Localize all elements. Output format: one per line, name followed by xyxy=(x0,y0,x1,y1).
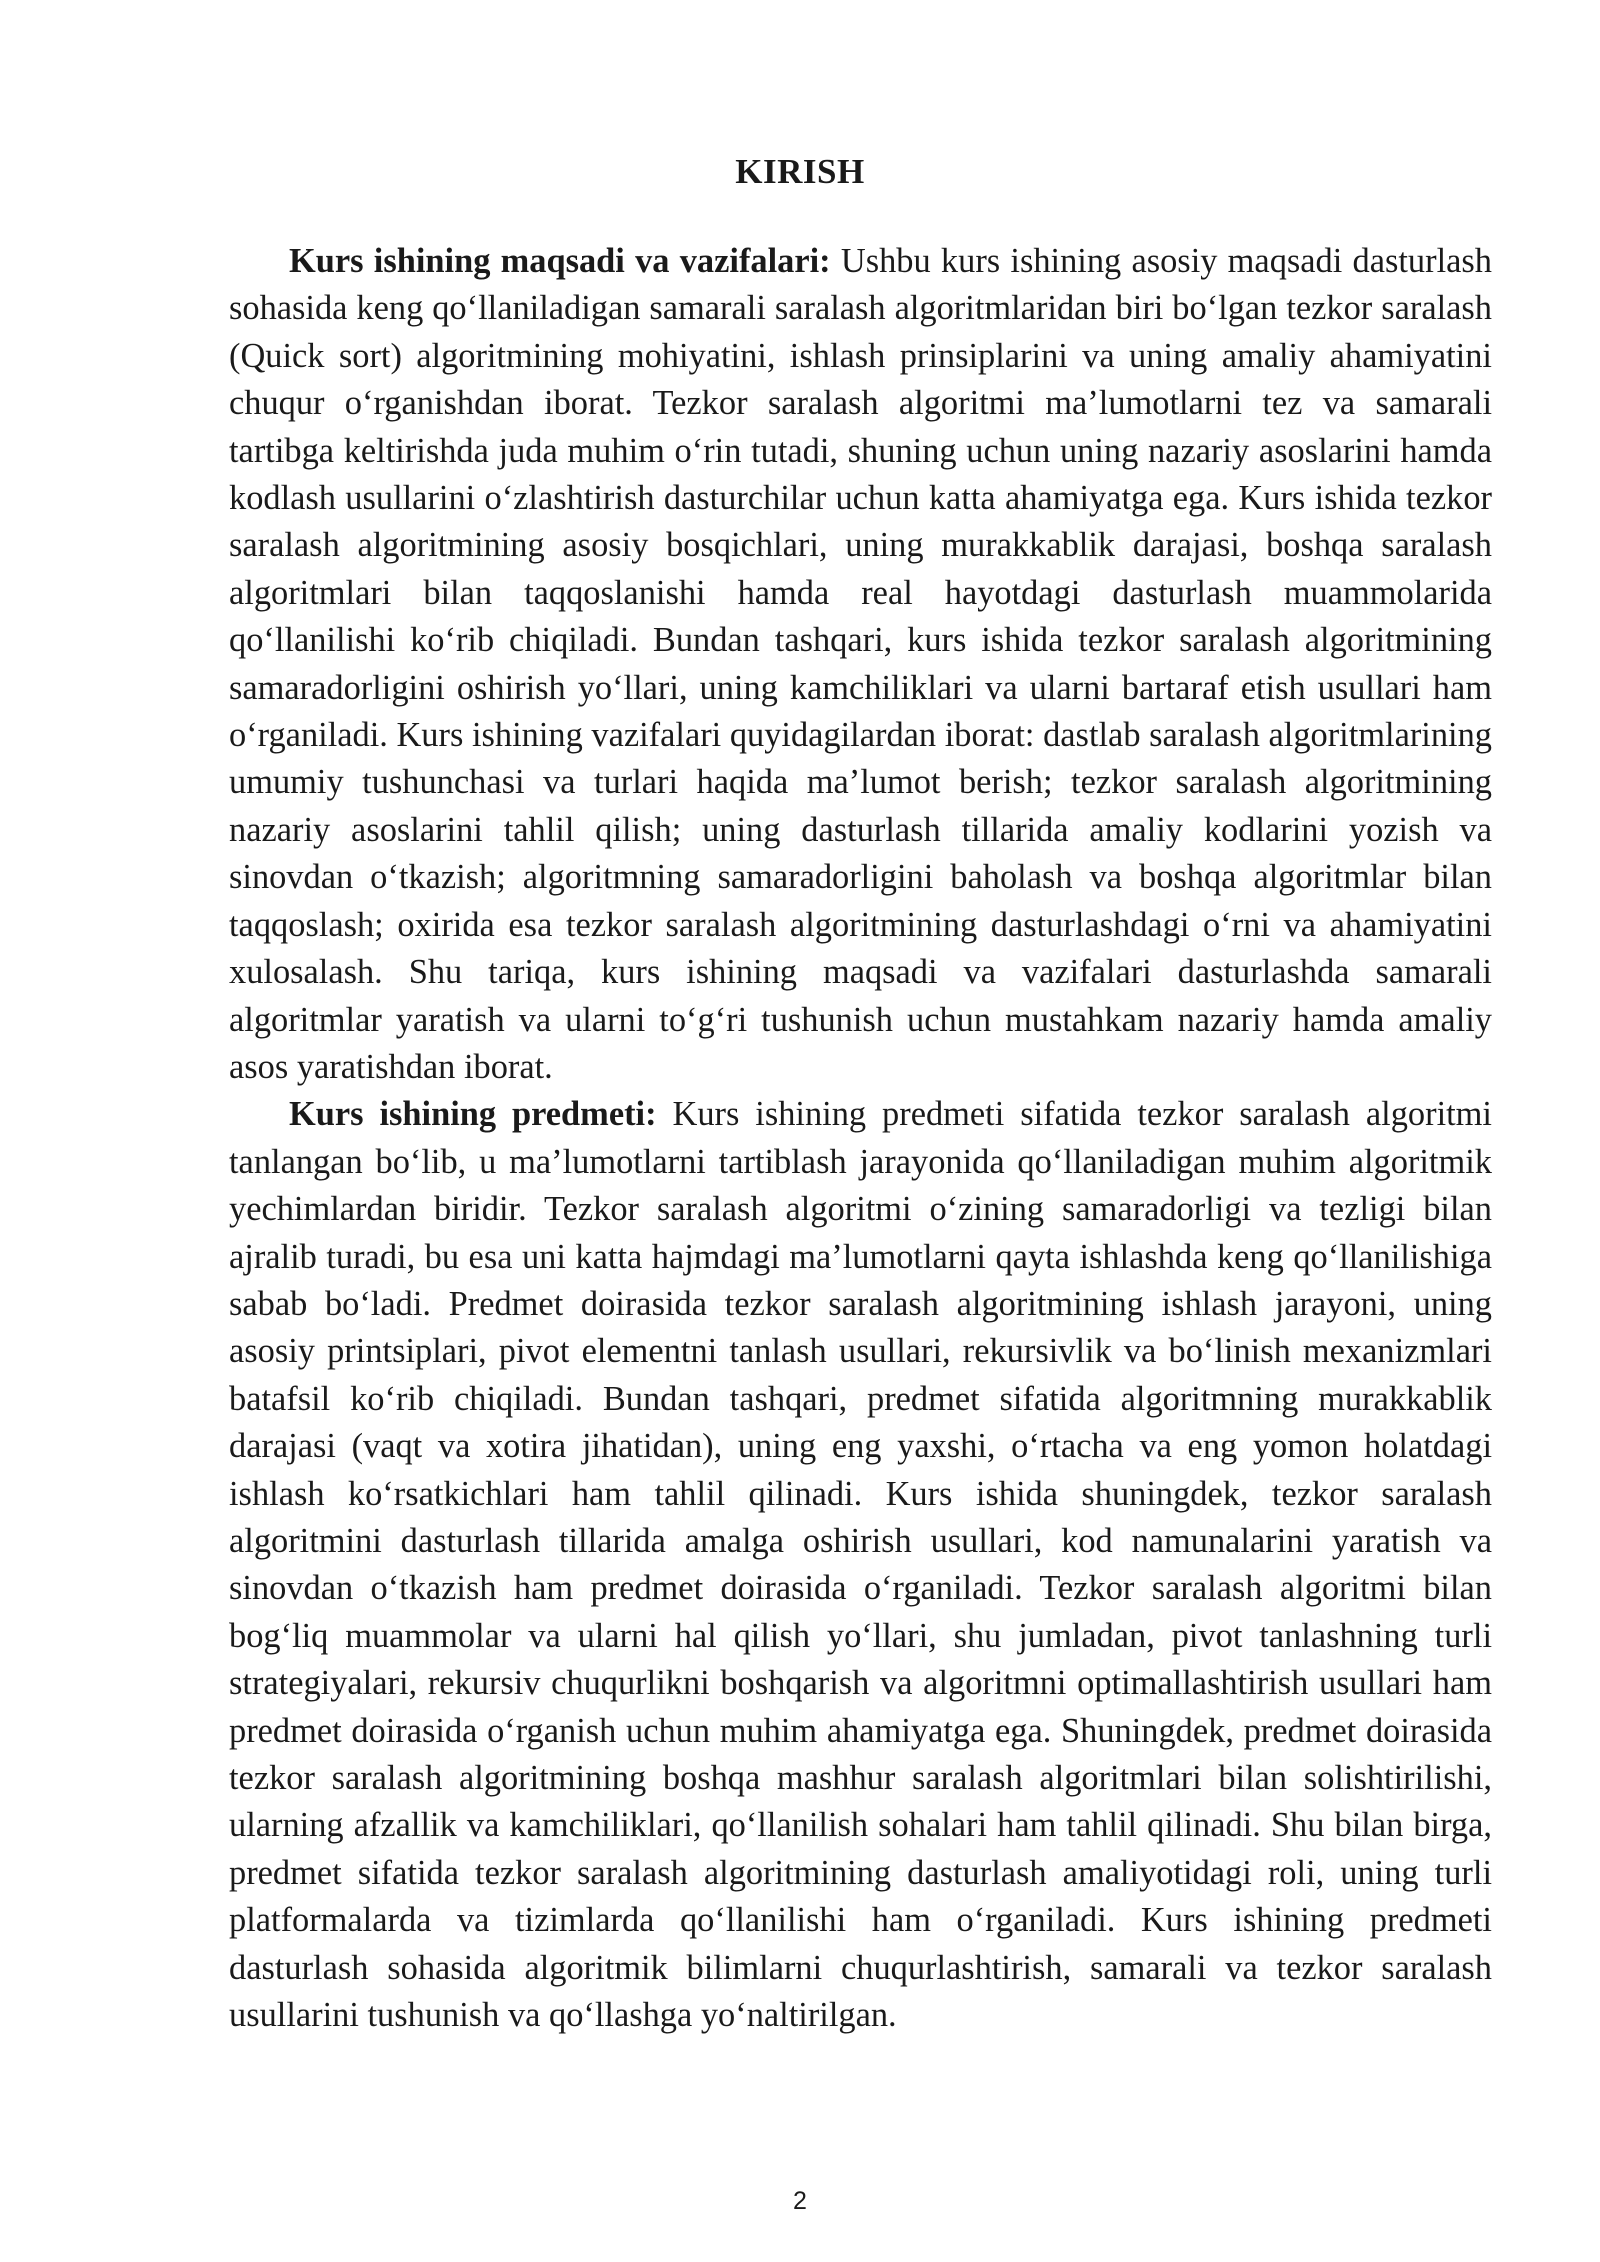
paragraph-subject xyxy=(229,1091,1492,2039)
paragraph-subject-label: Kurs ishining predmeti: xyxy=(289,1095,657,1134)
document-body xyxy=(229,238,1492,2039)
page-number: 2 xyxy=(793,2187,807,2215)
paragraph-subject-text: Kurs ishining predmeti sifatida tezkor saralash algoritmi tanlangan bo‘lib, u ma’lumotlarni tartiblash jarayonida qo‘llaniladigan muhim algoritmik yechimlardan biridir. Tezkor saralash algoritmi o‘zining samaradorligi va tezligi bilan ajralib turadi, bu esa uni katta hajmdagi ma’lumotlarni qayta ishlashda keng qo‘llanilishiga sabab bo‘ladi. Predmet doirasida tezkor saralash algoritmining ishlash jarayoni, uning asosiy printsiplari, pivot elementni tanlash usullari, rekursivlik va bo‘linish mexanizmlari batafsil ko‘rib chiqiladi. Bundan tashqari, predmet sifatida algoritmning murakkablik darajasi (vaqt va xotira jihatidan), uning eng yaxshi, o‘rtacha va eng yomon holatdagi ishlash ko‘rsatkichlari ham tahlil qilinadi. Kurs ishida shuningdek, tezkor saralash algoritmini dasturlash tillarida amalga oshirish usullari, kod namunalarini yaratish va sinovdan o‘tkazish ham predmet doirasida o‘rganiladi. Tezkor saralash algoritmi bilan bog‘liq muammolar va ularni hal qilish yo‘llari, shu jumladan, pivot tanlashning turli strategiyalari, rekursiv chuqurlikni boshqarish va algoritmni optimallashtirish usullari ham predmet doirasida o‘rganish uchun muhim ahamiyatga ega. Shuningdek, predmet doirasida tezkor saralash algoritmining boshqa mashhur saralash algoritmlari bilan solishtirilishi, ularning afzallik va kamchiliklari, qo‘llanilish sohalari ham tahlil qilinadi. Shu bilan birga, predmet sifatida tezkor saralash algoritmining dasturlash amaliyotidagi roli, uning turli platformalarda va tizimlarda qo‘llanilishi ham o‘rganiladi. Kurs ishining predmeti dasturlash sohasida algoritmik bilimlarni chuqurlashtirish, samarali va tezkor saralash usullarini tushunish va qo‘llashga yo‘naltirilgan. xyxy=(229,1095,1492,2035)
page-title: KIRISH xyxy=(735,152,865,191)
paragraph-goals-label: Kurs ishining maqsadi va vazifalari: xyxy=(289,242,831,280)
paragraph-goals xyxy=(229,238,1492,1091)
paragraph-goals-text: Ushbu kurs ishining asosiy maqsadi dasturlash sohasida keng qo‘llaniladigan samarali saralash algoritmlaridan biri bo‘lgan tezkor saralash (Quick sort) algoritmining mohiyatini, ishlash prinsiplarini va uning amaliy ahamiyatini chuqur o‘rganishdan iborat. Tezkor saralash algoritmi ma’lumotlarni tez va samarali tartibga keltirishda juda muhim o‘rin tutadi, shuning uchun uning nazariy asoslarini hamda kodlash usullarini o‘zlashtirish dasturchilar uchun katta ahamiyatga ega. Kurs ishida tezkor saralash algoritmining asosiy bosqichlari, uning murakkablik darajasi, boshqa saralash algoritmlari bilan taqqoslanishi hamda real hayotdagi dasturlash muammolarida qo‘llanilishi ko‘rib chiqiladi. Bundan tashqari, kurs ishida tezkor saralash algoritmining samaradorligini oshirish yo‘llari, uning kamchiliklari va ularni bartaraf etish usullari ham o‘rganiladi. Kurs ishining vazifalari quyidagilardan iborat: dastlab saralash algoritmlarining umumiy tushunchasi va turlari haqida ma’lumot berish; tezkor saralash algoritmining nazariy asoslarini tahlil qilish; uning dasturlash tillarida amaliy kodlarini yozish va sinovdan o‘tkazish; algoritmning samaradorligini baholash va boshqa algoritmlar bilan taqqoslash; oxirida esa tezkor saralash algoritmining dasturlashdagi o‘rni va ahamiyatini xulosalash. Shu tariqa, kurs ishining maqsadi va vazifalari dasturlashda samarali algoritmlar yaratish va ularni to‘g‘ri tushunish uchun mustahkam nazariy hamda amaliy asos yaratishdan iborat. xyxy=(229,242,1492,1086)
